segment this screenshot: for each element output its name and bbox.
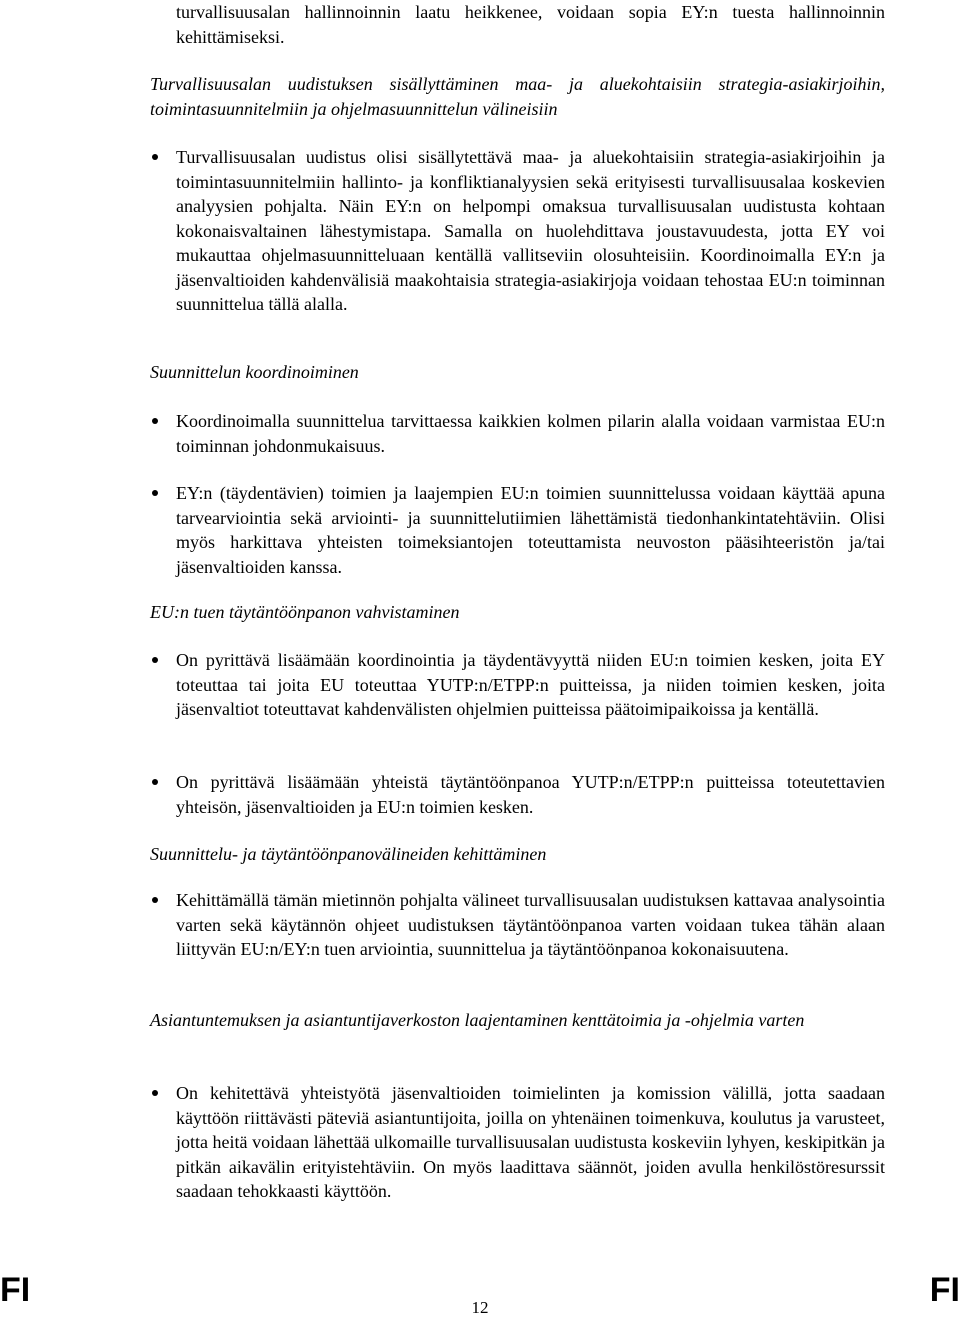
section-heading-1: Turvallisuusalan uudistuksen sisällyttäminen maa- ja aluekohtaisiin strategia-asiakirjoihin, toimintasuunnitelmiin ja ohjelmasuunnittelun välineisiin: [150, 74, 885, 119]
section-heading-3: EU:n tuen täytäntöönpanon vahvistaminen: [150, 602, 460, 622]
intro-paragraph: turvallisuusalan hallinnoinnin laatu heikkenee, voidaan sopia EY:n tuesta hallinnoinnin kehittämiseksi.: [176, 2, 885, 47]
page-number: 12: [471, 1298, 489, 1317]
bullet-paragraph: On kehitettävä yhteistyötä jäsenvaltioiden toimielinten ja komission välillä, jotta saadaan käyttöön riittävästi päteviä asiantuntijoita, joilla on yhtenäinen toimenkuva, koulutus ja varusteet, jotta heitä voidaan lähettää ulkomaille turvallisuusalan uudistusta koskeviin lyhyen, keskipitkän ja pitkän aikavälin erityistehtäviin. On myös laadittava säännöt, joiden avulla henkilöstöresurssit saadaan tehokkaasti käyttöön.: [176, 1081, 885, 1204]
section-heading-2: Suunnittelun koordinoiminen: [150, 362, 359, 382]
section-heading-4: Suunnittelu- ja täytäntöönpanovälineiden kehittäminen: [150, 844, 547, 864]
bullet-paragraph: EY:n (täydentävien) toimien ja laajempien EU:n toimien suunnittelussa voidaan käyttää apuna tarvearviointia sekä arviointi- ja suunnittelutiimien lähettämistä tiedonhankintatehtäviin. Olisi myös harkittava yhteisten toimeksiantojen toteuttamista neuvoston pääsihteeristön ja/tai jäsenvaltioiden kanssa.: [176, 481, 885, 579]
section-heading-5: Asiantuntemuksen ja asiantuntijaverkoston laajentaminen kenttätoimia ja -ohjelmia varten: [150, 1010, 805, 1030]
language-code-left: FI: [0, 1271, 31, 1309]
language-code-right: FI: [929, 1271, 960, 1309]
bullet-paragraph: On pyrittävä lisäämään koordinointia ja täydentävyyttä niiden EU:n toimien kesken, joita EY toteuttaa tai joita EU toteuttaa YUTP:n/ETPP:n puitteissa, ja niiden toimien kesken, joita jäsenvaltiot toteuttavat kahdenvälisten ohjelmien puitteissa päätoimipaikoissa ja kentällä.: [176, 648, 885, 722]
bullet-paragraph: Turvallisuusalan uudistus olisi sisällytettävä maa- ja aluekohtaisiin strategia-asiakirjoihin ja toimintasuunnitelmiin hallinto- ja konfliktianalyysien sekä erityisesti turvallisuusalaa koskevien analyysien pohjalta. Näin EY:n on helpompi omaksua turvallisuusalan uudistusta kohtaan kokonaisvaltainen lähestymistapa. Samalla on huolehdittava joustavuudesta, jotta EY voi mukauttaa ohjelmasuunnitteluaan kentällä vallitseviin olosuhteisiin. Koordinoimalla EY:n ja jäsenvaltioiden kahdenvälisiä maakohtaisia strategia-asiakirjoja voidaan tehostaa EU:n toiminnan suunnittelua tällä alalla.: [176, 145, 885, 317]
bullet-paragraph: Koordinoimalla suunnittelua tarvittaessa kaikkien kolmen pilarin alalla voidaan varmistaa EU:n toiminnan johdonmukaisuus.: [176, 409, 885, 458]
bullet-paragraph: Kehittämällä tämän mietinnön pohjalta välineet turvallisuusalan uudistuksen kattavaa analysointia varten sekä käytännön ohjeet uudistuksen täytäntöönpanoa varten voidaan tukea tähän alaan liittyvän EU:n/EY:n tuen arviointia, suunnittelua ja täytäntöönpanoa kokonaisuutena.: [176, 888, 885, 962]
bullet-paragraph: On pyrittävä lisäämään yhteistä täytäntöönpanoa YUTP:n/ETPP:n puitteissa toteutettavien yhteisön, jäsenvaltioiden ja EU:n toimien kesken.: [176, 770, 885, 819]
